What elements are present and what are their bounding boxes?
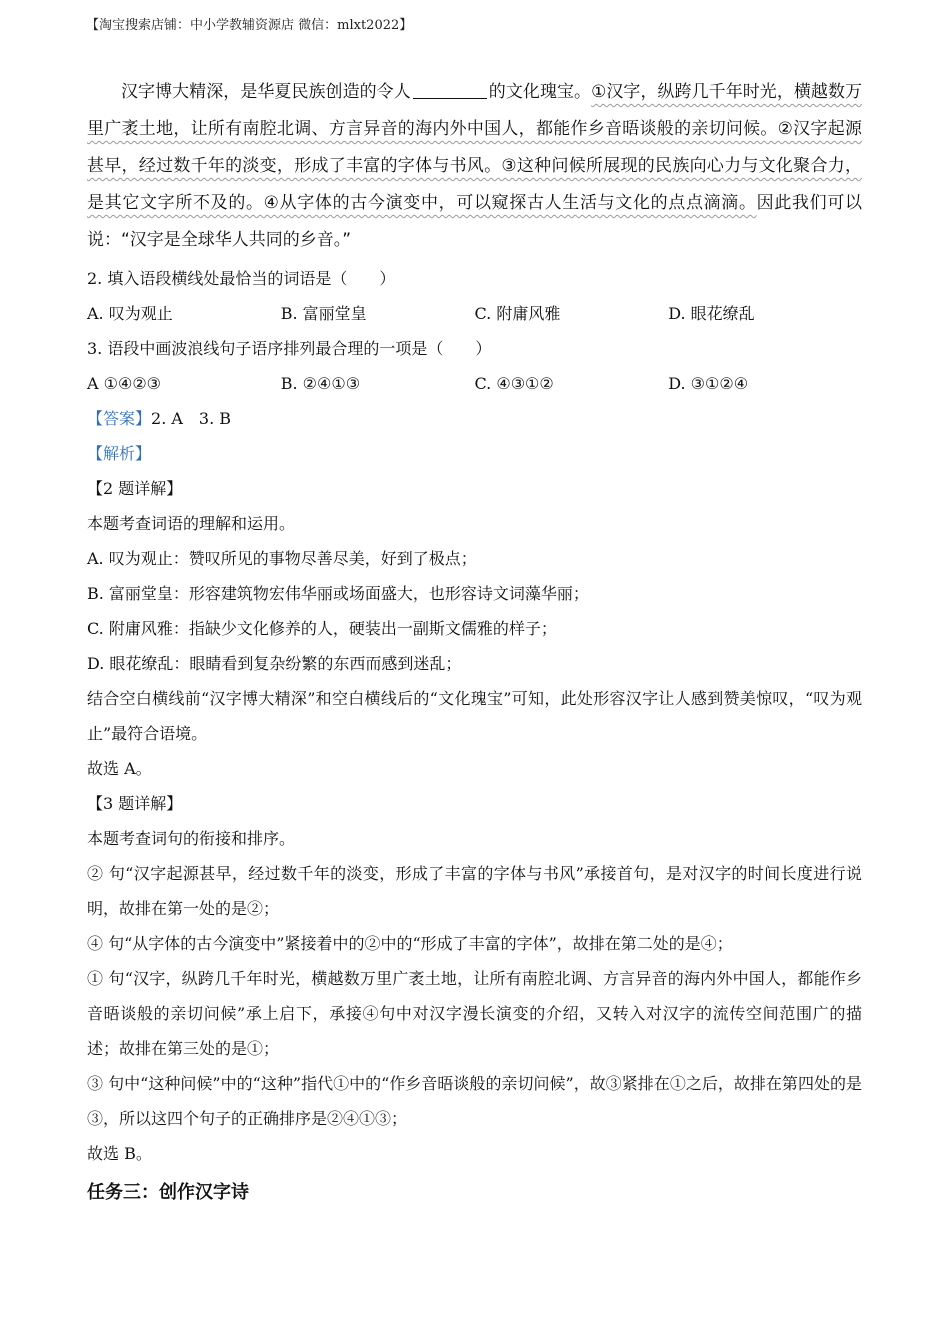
analysis-label: 【解析】 bbox=[87, 444, 152, 463]
detail-2-line: 故选 A。 bbox=[87, 759, 152, 778]
passage-ending: 因此我们可以说：“汉字是全球华人共同的乡音。” bbox=[87, 193, 862, 250]
question-3-options bbox=[87, 366, 862, 401]
q2-option-b: B. 富丽堂皇 bbox=[280, 304, 367, 323]
q3-option-b: B. ②④①③ bbox=[280, 374, 361, 393]
answer-line bbox=[87, 401, 862, 436]
detail-3-title: 【3 题详解】 bbox=[87, 794, 183, 813]
detail-3-line: ③ 句中“这种问候”中的“这种”指代①中的“作乡音晤谈般的亲切问候”，故③紧排在①之后，故排在第四处的是③，所以这四个句子的正确排序是②④①③； bbox=[87, 1074, 862, 1128]
wavy-underlined-sentences: ①汉字，纵跨几千年时光，横越数万里广袤土地，让所有南腔北调、方言异音的海内外中国人，都能作乡音晤谈般的亲切问候。②汉字起源甚早，经过数千年的淡变，形成了丰富的字体与书风。③这种问候所展现的民族向心力与文化聚合力，是其它文字所不及的。④从字体的古今演变中，可以窥探古人生活与文化的点点滴滴。 bbox=[87, 82, 863, 213]
q2-option-a: A. 叹为观止 bbox=[87, 304, 173, 323]
detail-2-line: C. 附庸风雅：指缺少文化修养的人，硬装出一副斯文儒雅的样子； bbox=[87, 619, 557, 638]
task-three-heading: 任务三：创作汉字诗 bbox=[87, 1182, 249, 1203]
q3-option-c: C. ④③①② bbox=[474, 374, 554, 393]
document-body bbox=[87, 74, 862, 1213]
detail-2-line: D. 眼花缭乱：眼睛看到复杂纷繁的东西而感到迷乱； bbox=[87, 654, 462, 673]
passage-lead: 汉字博大精深，是华夏民族创造的令人 bbox=[121, 82, 411, 102]
answer-text: 2. A 3. B bbox=[151, 409, 232, 428]
detail-3-line: 故选 B。 bbox=[87, 1144, 152, 1163]
question-3-stem: 3. 语段中画波浪线句子语序排列最合理的一项是（ ） bbox=[87, 339, 492, 358]
detail-2-title: 【2 题详解】 bbox=[87, 479, 183, 498]
q2-option-d: D. 眼花缭乱 bbox=[668, 304, 755, 323]
passage-after-blank: 的文化瑰宝。 bbox=[488, 82, 592, 102]
question-2-stem: 2. 填入语段横线处最恰当的词语是（ ） bbox=[87, 269, 396, 288]
detail-3-line: ① 句“汉字，纵跨几千年时光，横越数万里广袤土地，让所有南腔北调、方言异音的海内外中国人，都能作乡音晤谈般的亲切问候”承上启下，承接④句中对汉字漫长演变的介绍，又转入对汉字的流传空间范围广的描述；故排在第三处的是①； bbox=[87, 969, 862, 1058]
detail-2-line: A. 叹为观止：赞叹所见的事物尽善尽美，好到了极点； bbox=[87, 549, 477, 568]
reading-passage bbox=[87, 74, 862, 259]
q2-option-c: C. 附庸风雅 bbox=[474, 304, 561, 323]
detail-2-line: B. 富丽堂皇：形容建筑物宏伟华丽或场面盛大，也形容诗文词藻华丽； bbox=[87, 584, 589, 603]
q3-option-a: A ①④②③ bbox=[87, 374, 162, 393]
question-2-options bbox=[87, 296, 862, 331]
fill-blank bbox=[413, 80, 487, 99]
detail-3-line: ④ 句“从字体的古今演变中”紧接着中的②中的“形成了丰富的字体”，故排在第二处的是④； bbox=[87, 934, 733, 953]
detail-3-line: 本题考查词句的衔接和排序。 bbox=[87, 829, 296, 848]
q3-option-d: D. ③①②④ bbox=[668, 374, 749, 393]
detail-2-line: 本题考查词语的理解和运用。 bbox=[87, 514, 296, 533]
answer-label: 【答案】 bbox=[87, 409, 152, 428]
detail-3-line: ② 句“汉字起源甚早，经过数千年的淡变，形成了丰富的字体与书风”承接首句，是对汉字的时间长度进行说明，故排在第一处的是②； bbox=[87, 864, 862, 918]
detail-2-line: 结合空白横线前“汉字博大精深”和空白横线后的“文化瑰宝”可知，此处形容汉字让人感到赞美惊叹，“叹为观止”最符合语境。 bbox=[87, 689, 862, 743]
page-header: 【淘宝搜索店铺：中小学教辅资源店 微信：mlxt2022】 bbox=[86, 18, 413, 33]
